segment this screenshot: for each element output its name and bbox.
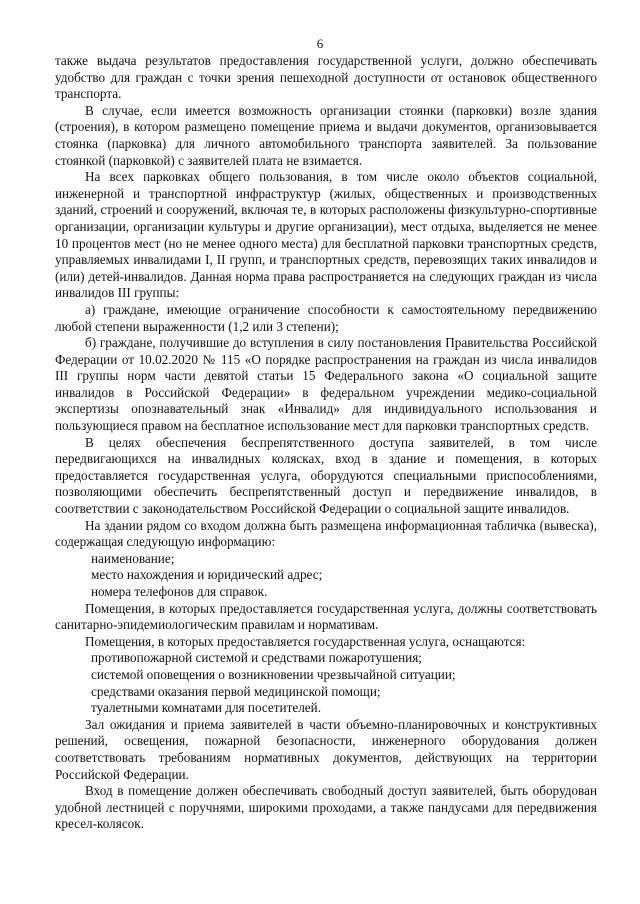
list-item: туалетными комнатами для посетителей. — [91, 700, 321, 716]
continued-paragraph: также выдача результатов предоставления государственной услуги, должно обеспечивать удобство для граждан с точки зрения пешеходной доступности от остановок общественного транспорта. — [55, 53, 597, 102]
paragraph-waiting-hall: Зал ожидания и приема заявителей в части объемно-планировочных и конструктивных решений, освещения, пожарной безопасности, инженерного оборудования должен соответствовать требованиям нормативных документов, действующих на территории Российской Федерации. — [55, 716, 597, 782]
paragraph-sanitary: Помещения, в которых предоставляется государственная услуга, должны соответствовать санитарно-эпидемиологическим правилам и нормативам. — [55, 600, 597, 633]
paragraph-equipment: Помещения, в которых предоставляется государственная услуга, оснащаются: — [85, 633, 526, 649]
document-body — [55, 53, 597, 833]
paragraph-entrance: Вход в помещение должен обеспечивать свободный доступ заявителей, быть оборудован удобной лестницей с поручнями, широкими проходами, а также пандусами для передвижения кресел-колясок. — [55, 783, 597, 832]
paragraph-accessibility: В целях обеспечения беспрепятственного доступа заявителей, в том числе передвигающихся на инвалидных колясках, вход в здание и помещения, в которых предоставляется государственная услуга, оборудуются специальными приспособлениями, позволяющими обеспечить беспрепятственный доступ и передвижение инвалидов, в соответствии с законодательством Российской Федерации о социальной защите инвалидов. — [55, 434, 597, 517]
list-item: системой оповещения о возникновении чрезвычайной ситуации; — [91, 666, 456, 682]
paragraph-parking-organization: В случае, если имеется возможность организации стоянки (парковки) возле здания (строения), в котором размещено помещение приема и выдачи документов, организовывается стоянка (парковка) для личного автомобильного транспорта заявителей. За пользование стоянкой (парковкой) с заявителей плата не взимается. — [55, 102, 597, 168]
paragraph-parking-places: На всех парковках общего пользования, в том числе около объектов социальной, инженерной и транспортной инфраструктур (жилых, общественных и производственных зданий, строений и сооружений, включая те, в которых расположены физкультурно-спортивные организации, организации культуры и другие организации), мест отдыха, выделяется не менее 10 процентов мест (но не менее одного места) для бесплатной парковки транспортных средств, управляемых инвалидами I, II групп, и транспортных средств, перевозящих таких инвалидов и (или) детей-инвалидов. Данная норма права распространяется на следующих граждан из числа инвалидов III группы: — [55, 169, 597, 301]
list-item: номера телефонов для справок. — [91, 584, 268, 599]
list-item: противопожарной системой и средствами пожаротушения; — [91, 650, 422, 666]
paragraph-item-a: а) граждане, имеющие ограничение способности к самостоятельному передвижению любой степени выраженности (1,2 или 3 степени); — [55, 301, 597, 334]
page-number: 6 — [316, 36, 324, 51]
paragraph-signboard: На здании рядом со входом должна быть размещена информационная табличка (вывеска), содержащая следующую информацию: — [55, 517, 597, 550]
paragraph-item-b: б) граждане, получившие до вступления в силу постановления Правительства Российской Федерации от 10.02.2020 № 115 «О порядке распространения на граждан из числа инвалидов III группы норм части девятой статьи 15 Федерального закона «О социальной защите инвалидов в Российской Федерации» в федеральном учреждении медико-социальной экспертизы опознавательный знак «Инвалид» для индивидуального использования и пользующиеся правом на бесплатное использование мест для парковки транспортных средств. — [55, 335, 597, 434]
list-item: наименование; — [91, 550, 175, 566]
list-item: место нахождения и юридический адрес; — [91, 567, 323, 583]
list-item: средствами оказания первой медицинской помощи; — [91, 683, 381, 699]
